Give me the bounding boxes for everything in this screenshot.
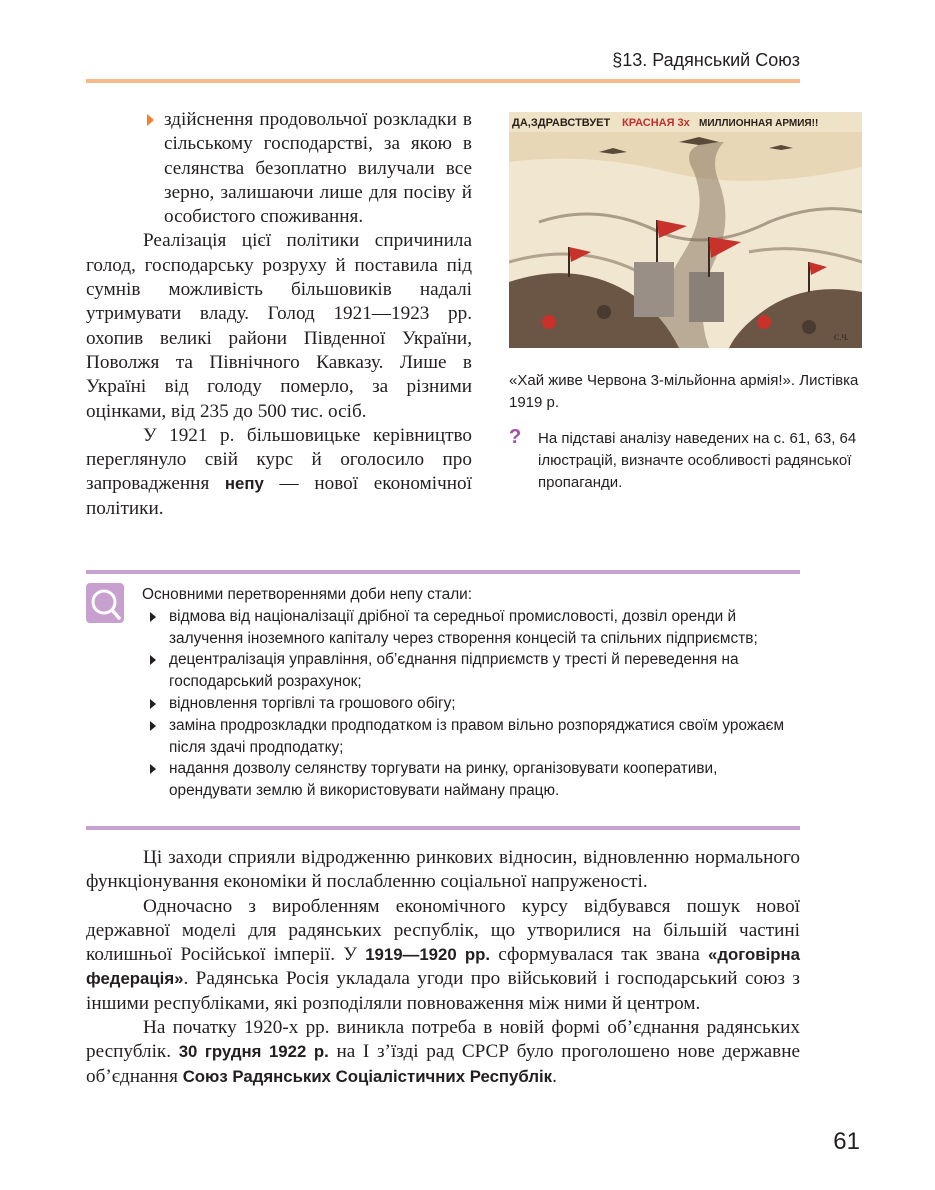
paragraph	[86, 846, 800, 895]
paragraph-text: У 1921 р. більшовицьке керівництво переглянуло свій курс й оголосило про запровадження	[86, 424, 472, 495]
paragraph-text: сформувалася так звана	[489, 944, 709, 966]
list-item-text: відмова від націоналізації дрібної та середньої промисловості, дозвіл оренди й залучення іноземного капіталу через створення концесій та спільних підприємств;	[169, 607, 758, 647]
poster-banner-text-3: МИЛЛИОННАЯ АРМИЯ!!	[699, 118, 819, 129]
question-text: На підставі аналізу наведених на с. 61, 63, 64 ілюстрацій, визначте особливості радянської пропаганди.	[538, 430, 857, 491]
paragraph-text: на І з’їзді рад СРСР було проголошено нове державне об’єднання	[86, 1041, 800, 1087]
list-item	[142, 758, 802, 802]
paragraph-text: Одночасно з виробленням економічного курсу відбувався пошук нової державної моделі для радянських республік, що утворилися на більшій частині колишньої Російської імперії. У	[86, 895, 800, 966]
list-item	[142, 715, 802, 759]
list-item-text: децентралізація управління, об’єднання підприємств у тресті й переведення на господарський розрахунок;	[169, 651, 739, 691]
list-item-text: надання дозволу селянству торгувати на ринку, організовувати кооперативи, орендувати землю й використовувати найману працю.	[169, 760, 718, 800]
bold-term: 1919—1920 рр.	[365, 945, 490, 965]
bullet-marker-icon	[150, 655, 156, 665]
paragraph-text: Ці заходи сприяли відродженню ринкових відносин, відновленню нормального функціонування економіки й послабленню соціальної напруженості.	[86, 847, 800, 893]
paragraph-text: .	[552, 1065, 557, 1087]
paragraph-text: На початку 1920-х рр. виникла потреба в новій формі об’єднання радянських республік.	[86, 1017, 800, 1063]
paragraph	[86, 424, 472, 521]
box-top-rule	[86, 570, 800, 574]
paragraph	[86, 1016, 800, 1089]
header-rule	[86, 79, 800, 83]
list-item	[142, 649, 802, 693]
paragraph	[86, 895, 800, 1016]
list-item	[142, 693, 802, 715]
bullet-marker-icon	[150, 764, 156, 774]
list-item-text: заміна продрозкладки продподатком із правом вільно розпоряджатися своїм урожаєм після здачі продподатку;	[169, 716, 785, 756]
bold-term: Союз Радянських Соціалістичних Республік	[182, 1066, 553, 1086]
list-item	[142, 606, 802, 650]
paragraph	[86, 229, 472, 423]
bold-term: 30 грудня 1922 р.	[178, 1042, 329, 1062]
nep-box	[142, 584, 802, 802]
paragraph-text: . Радянська Росія укладала угоди про військовий і господарський союз з іншими республіками, які розподіляли повноваження між ними й центром.	[86, 968, 800, 1014]
bullet-marker-icon	[147, 114, 154, 126]
bold-term: «договірна федерація»	[86, 945, 800, 989]
box-bottom-rule	[86, 826, 800, 830]
bullet-item	[86, 108, 472, 229]
poster-banner-text-1: ДА,ЗДРАВСТВУЕТ	[512, 117, 611, 129]
bullet-marker-icon	[150, 612, 156, 622]
bullet-marker-icon	[150, 721, 156, 731]
poster-caption: «Хай живе Червона 3-мільйонна армія!». Листівка 1919 р.	[509, 372, 859, 411]
list-item-text: відновлення торгівлі та грошового обігу;	[169, 694, 456, 712]
left-column-text	[86, 108, 472, 521]
paragraph-text: Реалізація цієї політики спричинила голод, господарську розруху й поставила під сумнів можливість більшовиків надалі утримувати владу. Голод 1921—1923 рр. охопив великі райони Південної України, Поволжя та Північного Кавказу. Лише в Україні від голоду померло, за різними оцінками, від 235 до 500 тис. осіб.	[86, 230, 472, 422]
bullet-marker-icon	[150, 699, 156, 709]
page-header	[0, 0, 935, 90]
bullet-text: здійснення продовольчої розкладки в сільському господарстві, за якою в селянства безоплатно вилучали все зерно, залишаючи лише для посіву й особистого споживання.	[164, 109, 472, 228]
poster-signature: С.Ч.	[834, 333, 849, 342]
poster-illustration	[509, 112, 862, 348]
page-number: 61	[833, 1128, 860, 1155]
poster-banner-text-2: КРАСНАЯ 3х	[622, 117, 690, 129]
section-title: §13. Радянський Союз	[612, 50, 800, 70]
bold-term: непу	[224, 474, 264, 494]
main-body-text	[86, 846, 800, 1089]
question-icon: ?	[509, 426, 522, 448]
magnifier-icon	[86, 583, 124, 623]
nep-box-intro: Основними перетвореннями доби непу стали:	[142, 586, 473, 603]
paragraph-text: — нової економічної політики.	[86, 473, 472, 519]
poster-image	[509, 112, 862, 348]
